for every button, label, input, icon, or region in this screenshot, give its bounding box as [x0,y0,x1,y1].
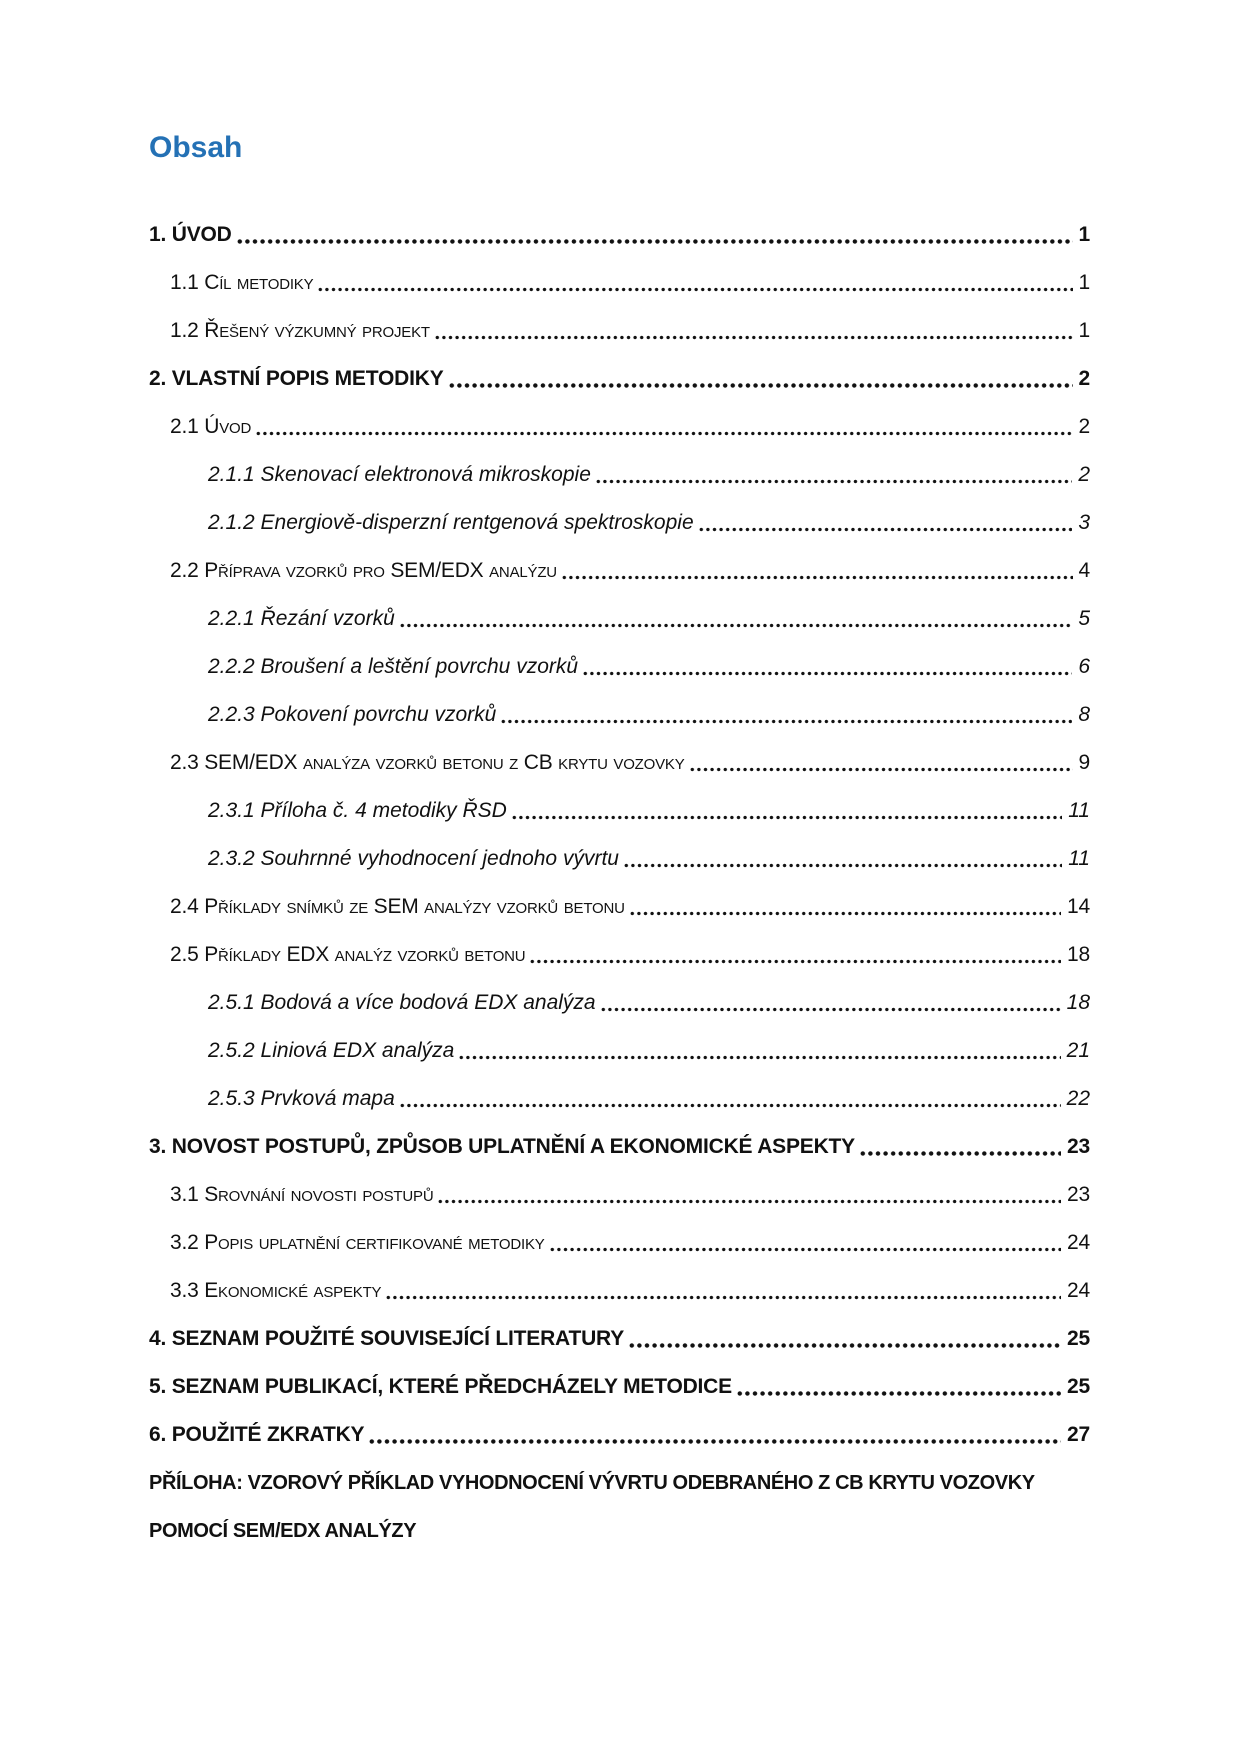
toc-entry-page: 11 [1068,847,1090,870]
toc-entry [149,355,1090,403]
toc-entry [149,883,1090,931]
toc-entry-page: 3 [1078,511,1090,534]
toc-entry [149,1075,1090,1123]
toc-entry-page: 4 [1078,559,1090,582]
toc-entry-label: 2.2 Příprava vzorků pro SEM/EDX analýzu [170,559,557,582]
toc-entry-page: 2 [1078,463,1090,486]
toc-entry [149,259,1090,307]
toc-entry-page: 25 [1067,1375,1090,1398]
toc-entry [149,1267,1090,1315]
toc-entry-label: 2.3.2 Souhrnné vyhodnocení jednoho vývrtu [208,847,619,870]
dot-leader [698,527,1073,532]
toc-entry-label: 1.2 Řešený výzkumný projekt [170,319,430,342]
toc-entry-page: 25 [1067,1327,1090,1350]
dot-leader [437,1199,1061,1204]
toc-entry-label: 2.4 Příklady snímků ze SEM analýzy vzorků betonu [170,895,625,918]
toc-entry [149,1171,1090,1219]
toc-entry-label: 5. SEZNAM PUBLIKACÍ, KTERÉ PŘEDCHÁZELY METODICE [149,1375,732,1398]
toc-entry-page: 1 [1078,319,1090,342]
dot-leader [561,575,1073,580]
toc-entry [149,835,1090,883]
toc-entry [149,1411,1090,1459]
toc-entry [149,403,1090,451]
dot-leader [385,1295,1061,1300]
dot-leader [255,431,1072,436]
toc-entry-label: 2.1.1 Skenovací elektronová mikroskopie [208,463,591,486]
dot-leader [600,1007,1061,1012]
dot-leader [458,1055,1060,1060]
toc-entry-page: 6 [1078,655,1090,678]
dot-leader [368,1439,1061,1444]
dot-leader [689,767,1073,772]
page-title: Obsah [149,131,243,164]
toc-entry-label: 1.1 Cíl metodiky [170,271,314,294]
toc-entry [149,787,1090,835]
toc-entry [149,643,1090,691]
toc-entry [149,691,1090,739]
toc-entry [149,979,1090,1027]
table-of-contents [149,211,1090,1459]
toc-entry [149,451,1090,499]
toc-entry-page: 27 [1067,1423,1090,1446]
toc-entry-label: 3. NOVOST POSTUPŮ, ZPŮSOB UPLATNĚNÍ A EKONOMICKÉ ASPEKTY [149,1135,855,1158]
dot-leader [549,1247,1061,1252]
toc-entry-label: 2.5 Příklady EDX analýz vzorků betonu [170,943,526,966]
dot-leader [859,1151,1061,1156]
toc-appendix-line1: PŘÍLOHA: VZOROVÝ PŘÍKLAD VYHODNOCENÍ VÝVRTU ODEBRANÉHO Z CB KRYTU VOZOVKY [149,1472,1035,1494]
dot-leader [595,479,1072,484]
toc-entry-page: 5 [1078,607,1090,630]
toc-entry-label: 3.3 Ekonomické aspekty [170,1279,382,1302]
toc-entry-page: 18 [1067,943,1090,966]
toc-entry-label: 2.5.1 Bodová a více bodová EDX analýza [208,991,596,1014]
toc-entry [149,211,1090,259]
dot-leader [236,239,1073,244]
toc-entry-page: 24 [1067,1231,1090,1254]
toc-entry-page: 2 [1078,367,1090,390]
toc-entry-label: 2.1.2 Energiově-disperzní rentgenová spektroskopie [208,511,694,534]
toc-entry-label: 4. SEZNAM POUŽITÉ SOUVISEJÍCÍ LITERATURY [149,1327,625,1350]
dot-leader [399,1103,1061,1108]
toc-entry-page: 2 [1078,415,1090,438]
toc-entry-page: 18 [1066,991,1090,1014]
toc-appendix-entry [149,1459,1090,1555]
toc-entry [149,499,1090,547]
dot-leader [628,1343,1061,1348]
dot-leader [317,287,1072,292]
toc-entry-page: 11 [1068,799,1090,822]
dot-leader [511,815,1062,820]
dot-leader [434,335,1073,340]
toc-entry-label: 2.5.3 Prvková mapa [208,1087,395,1110]
toc-entry [149,595,1090,643]
toc-entry-page: 21 [1066,1039,1090,1062]
dot-leader [736,1391,1061,1396]
toc-entry [149,1219,1090,1267]
toc-entry-label: 2.5.2 Liniová EDX analýza [208,1039,455,1062]
toc-entry-label: 3.2 Popis uplatnění certifikované metodiky [170,1231,545,1254]
toc-entry-label: 2.3.1 Příloha č. 4 metodiky ŘSD [208,799,507,822]
toc-entry [149,1363,1090,1411]
toc-entry-page: 23 [1067,1183,1090,1206]
dot-leader [629,911,1061,916]
toc-entry-page: 14 [1067,895,1090,918]
toc-entry [149,1315,1090,1363]
toc-entry-page: 9 [1078,751,1090,774]
dot-leader [623,863,1062,868]
toc-entry-page: 8 [1078,703,1090,726]
toc-entry-label: 3.1 Srovnání novosti postupů [170,1183,434,1206]
toc-entry-label: 2.2.3 Pokovení povrchu vzorků [208,703,497,726]
toc-appendix-line2: POMOCÍ SEM/EDX ANALÝZY [149,1520,417,1542]
dot-leader [529,959,1061,964]
toc-entry [149,1027,1090,1075]
toc-entry-label: 2. VLASTNÍ POPIS METODIKY [149,367,444,390]
toc-entry-page: 22 [1066,1087,1090,1110]
toc-entry [149,931,1090,979]
dot-leader [582,671,1072,676]
toc-entry [149,739,1090,787]
toc-entry [149,1123,1090,1171]
toc-entry [149,307,1090,355]
toc-entry-label: 2.1 Úvod [170,415,252,438]
dot-leader [399,623,1073,628]
toc-entry-page: 23 [1067,1135,1090,1158]
dot-leader [448,383,1073,388]
toc-entry [149,547,1090,595]
toc-entry-label: 2.2.2 Broušení a leštění povrchu vzorků [208,655,579,678]
toc-entry-label: 6. POUŽITÉ ZKRATKY [149,1423,365,1446]
toc-entry-page: 24 [1067,1279,1090,1302]
toc-entry-label: 2.2.1 Řezání vzorků [208,607,395,630]
toc-entry-label: 2.3 SEM/EDX analýza vzorků betonu z CB krytu vozovky [170,751,685,774]
toc-entry-page: 1 [1078,271,1090,294]
dot-leader [500,719,1072,724]
toc-entry-label: 1. ÚVOD [149,223,232,246]
toc-entry-page: 1 [1078,223,1090,246]
